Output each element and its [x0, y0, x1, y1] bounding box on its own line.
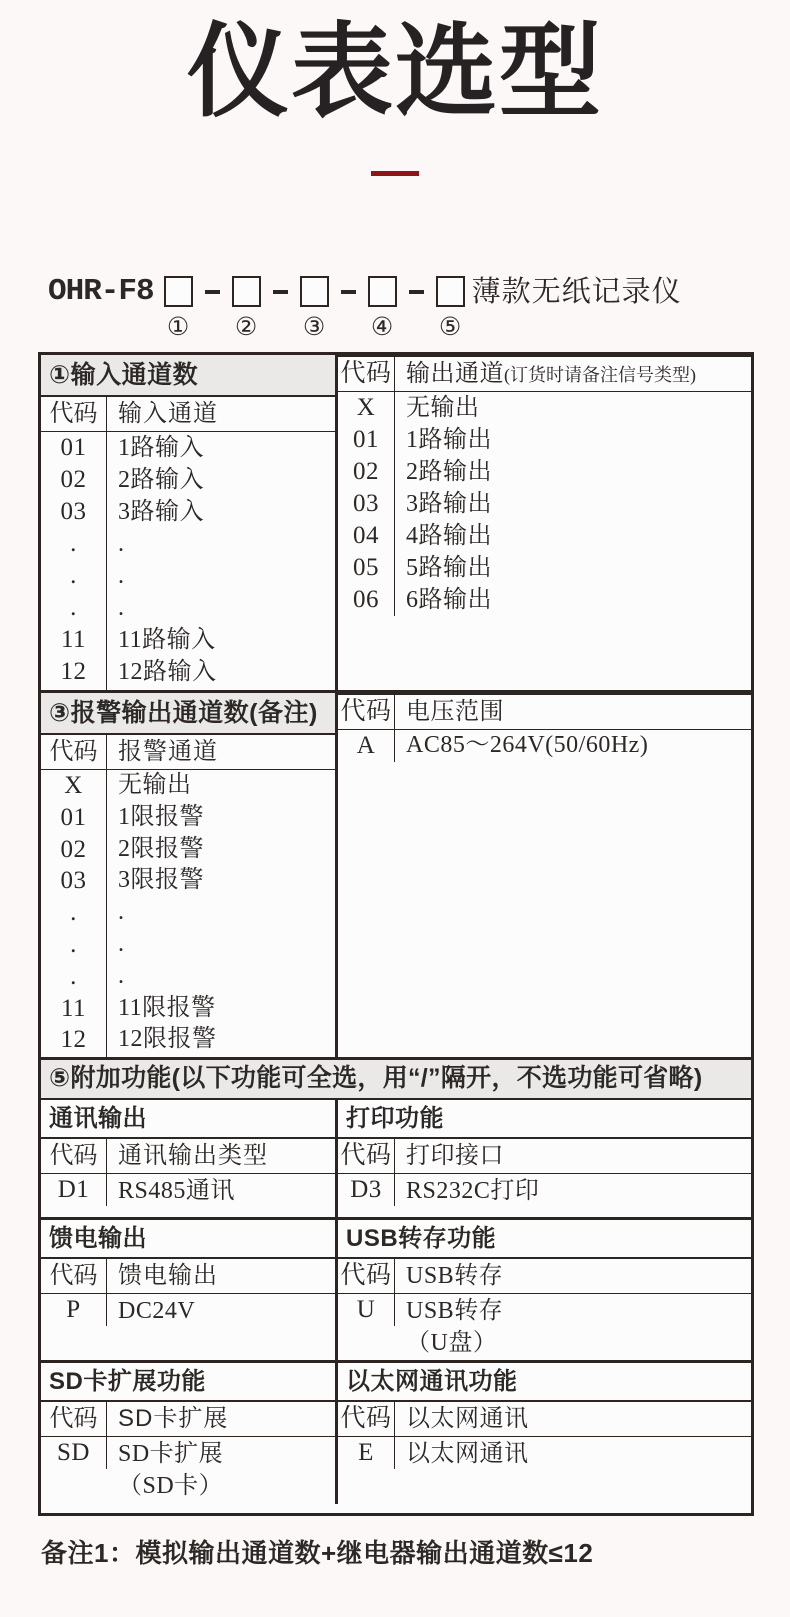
- code-cell: 03: [338, 488, 395, 520]
- subsection-title: 打印功能: [338, 1100, 751, 1140]
- section-title: ③报警输出通道数(备注): [41, 693, 335, 735]
- desc-column-header: 报警通道: [118, 738, 218, 765]
- code-column-header: 代码: [338, 1139, 395, 1173]
- table-row: [338, 1174, 751, 1207]
- desc-column-header: 打印接口: [406, 1143, 504, 1169]
- code-cell: 01: [338, 424, 395, 456]
- code-cell: .: [41, 897, 107, 929]
- code-cell: .: [41, 961, 107, 993]
- desc-cell: 12限报警: [118, 1026, 217, 1053]
- section-body: [41, 1174, 335, 1217]
- code-cell: E: [338, 1437, 395, 1469]
- section-body: [41, 1294, 335, 1360]
- table-row: [41, 592, 335, 624]
- desc-line: 以太网通讯: [406, 1441, 529, 1467]
- table-row: [41, 464, 335, 496]
- table-row: [338, 488, 751, 520]
- desc-cell: 1路输入: [118, 435, 204, 461]
- subsection-row-feed-usb: [41, 1217, 751, 1360]
- table-row: [338, 584, 751, 616]
- code-cell: .: [41, 592, 107, 624]
- code-cell: U: [338, 1294, 395, 1326]
- desc-column-label: 输出通道: [406, 361, 504, 387]
- code-column-header: 代码: [338, 1259, 395, 1293]
- column-header-row: [338, 1259, 751, 1294]
- model-marker-4: ④: [370, 314, 394, 341]
- table-row: [41, 1024, 335, 1056]
- subsection-usb-transfer: [338, 1220, 751, 1356]
- desc-cell: 12路输入: [118, 659, 217, 685]
- table-row: [338, 392, 751, 424]
- desc-cell: 无输出: [118, 772, 192, 798]
- table-row: [41, 834, 335, 866]
- model-marker-2: ②: [234, 314, 258, 341]
- code-column-header: 代码: [338, 1402, 395, 1436]
- model-slot-5: [436, 276, 465, 340]
- model-slot-2: [232, 276, 261, 340]
- code-cell: 06: [338, 584, 395, 616]
- desc-cell: 11限报警: [118, 994, 216, 1021]
- section-body: [338, 392, 751, 616]
- desc-cell: .: [118, 962, 125, 989]
- table-row: [338, 520, 751, 552]
- model-marker-1: ①: [166, 314, 190, 341]
- desc-cell: 11路输入: [118, 627, 216, 653]
- code-cell: D1: [41, 1174, 107, 1206]
- model-slot-3: [300, 276, 329, 340]
- column-header-row: [338, 1139, 751, 1174]
- section-body: [41, 770, 335, 1057]
- code-cell: 04: [338, 520, 395, 552]
- model-marker-3: ③: [302, 314, 326, 341]
- subsection-row-sd-ethernet: [41, 1360, 751, 1504]
- subsection-title: USB转存功能: [338, 1220, 751, 1260]
- code-cell: 01: [41, 432, 107, 464]
- subsection-title: 以太网通讯功能: [338, 1363, 751, 1403]
- subsection-print-function: [338, 1100, 751, 1204]
- code-cell: .: [41, 528, 107, 560]
- column-header-row: [41, 397, 335, 432]
- code-cell: 02: [41, 464, 107, 496]
- desc-cell: 5路输出: [406, 555, 492, 581]
- desc-column-header: 通讯输出类型: [118, 1142, 268, 1169]
- desc-cell: .: [118, 899, 125, 926]
- desc-cell: [395, 1437, 751, 1470]
- desc-cell: 4路输出: [406, 523, 492, 549]
- desc-cell: .: [118, 595, 125, 621]
- desc-cell: 3路输出: [406, 491, 492, 517]
- desc-cell: 6路输出: [406, 587, 492, 613]
- subsection-title: 馈电输出: [41, 1220, 335, 1260]
- title-accent-dash: [371, 171, 419, 176]
- column-header-row: [41, 735, 335, 770]
- model-dash-icon: [205, 290, 220, 294]
- model-slot-4: [368, 276, 397, 340]
- desc-cell: AC85～264V(50/60Hz): [406, 732, 649, 758]
- model-box-3: [300, 276, 329, 307]
- desc-cell: 无输出: [406, 395, 480, 421]
- model-prefix: OHR-F8: [48, 274, 154, 309]
- table-row: [41, 432, 335, 464]
- table-row: [338, 456, 751, 488]
- desc-column-header: SD卡扩展: [118, 1405, 229, 1432]
- subsection-comm-output: [41, 1100, 338, 1217]
- subsection-feed-output: [41, 1220, 338, 1360]
- desc-cell: .: [118, 531, 125, 557]
- column-header-row: [338, 357, 751, 392]
- column-header-row: [338, 695, 751, 730]
- section-power-supply: [338, 693, 751, 759]
- subsection-sd-card: [41, 1363, 338, 1504]
- model-dash-icon: [341, 290, 356, 294]
- code-cell: 12: [41, 1024, 107, 1056]
- page-title: 仪表选型: [187, 15, 603, 129]
- column-header-row: [41, 1402, 335, 1437]
- model-dash-icon: [409, 290, 424, 294]
- code-cell: A: [338, 730, 395, 762]
- table-row: [41, 770, 335, 802]
- code-cell: 11: [41, 624, 107, 656]
- code-column-header: 代码: [41, 397, 107, 431]
- desc-cell: [395, 1174, 751, 1207]
- desc-cell: 2限报警: [118, 835, 204, 862]
- table-row: [41, 528, 335, 560]
- code-cell: 03: [41, 865, 107, 897]
- section-body: [338, 1294, 751, 1359]
- section-extra-functions-title: ⑤附加功能(以下功能可全选，用“/”隔开，不选功能可省略): [41, 1057, 751, 1100]
- table-row: [41, 656, 335, 688]
- code-cell: X: [338, 392, 395, 424]
- desc-line: DC24V: [118, 1298, 196, 1324]
- desc-cell: 1路输出: [406, 427, 492, 453]
- desc-cell: [107, 1174, 335, 1207]
- desc-cell: 1限报警: [118, 803, 204, 830]
- desc-column-header: [395, 357, 751, 391]
- model-box-4: [368, 276, 397, 307]
- table-row: [41, 993, 335, 1025]
- section-body: [338, 730, 751, 762]
- code-cell: 05: [338, 552, 395, 584]
- code-cell: .: [41, 560, 107, 592]
- table-row: [338, 552, 751, 584]
- section-body: [41, 1437, 335, 1504]
- desc-column-header: 电压范围: [406, 699, 504, 725]
- desc-cell: .: [118, 563, 125, 589]
- section-alarm-outputs: [41, 693, 338, 1057]
- desc-column-header: 输入通道: [118, 400, 218, 427]
- desc-column-header: USB转存: [406, 1263, 504, 1289]
- desc-column-note: (订货时请备注信号类型): [504, 365, 696, 385]
- desc-cell: [107, 1437, 335, 1502]
- code-cell: 01: [41, 802, 107, 834]
- code-cell: 11: [41, 993, 107, 1025]
- code-column-header: 代码: [41, 1402, 107, 1436]
- code-column-header: 代码: [41, 1259, 107, 1293]
- section-row-3-4: [41, 690, 751, 1057]
- desc-line: RS232C打印: [406, 1178, 540, 1204]
- section-row-1-2: [41, 355, 751, 690]
- table-row: [41, 802, 335, 834]
- subsection-title: SD卡扩展功能: [41, 1363, 335, 1403]
- selection-table: [38, 352, 754, 1516]
- desc-line: SD卡扩展: [118, 1441, 224, 1467]
- model-box-1: [164, 276, 193, 307]
- code-column-header: 代码: [41, 1139, 107, 1173]
- table-row: [41, 897, 335, 929]
- subsection-ethernet: [338, 1363, 751, 1467]
- desc-column-header: 馈电输出: [118, 1262, 218, 1289]
- model-box-5: [436, 276, 465, 307]
- table-row: [41, 929, 335, 961]
- section-body: [338, 1174, 751, 1207]
- desc-cell: 3限报警: [118, 867, 204, 894]
- table-row: [41, 624, 335, 656]
- model-suffix: 薄款无纸记录仪: [471, 276, 682, 308]
- column-header-row: [41, 1139, 335, 1174]
- code-cell: X: [41, 770, 107, 802]
- table-row: [41, 1437, 335, 1504]
- model-slot-1: [164, 276, 193, 340]
- column-header-row: [41, 1259, 335, 1294]
- code-cell: 02: [338, 456, 395, 488]
- table-row: [338, 1437, 751, 1470]
- table-row: [338, 424, 751, 456]
- model-code-line: [48, 276, 682, 340]
- section-title: ①输入通道数: [41, 355, 335, 397]
- table-row: [41, 496, 335, 528]
- desc-cell: 2路输出: [406, 459, 492, 485]
- desc-cell: .: [118, 930, 125, 957]
- section-input-channels: [41, 355, 338, 690]
- code-column-header: 代码: [338, 357, 395, 391]
- table-row: [338, 1294, 751, 1359]
- section-body: [41, 432, 335, 690]
- code-cell: .: [41, 929, 107, 961]
- table-row: [41, 961, 335, 993]
- desc-cell: [107, 1294, 335, 1327]
- desc-line-2: （U盘）: [406, 1330, 498, 1356]
- table-row: [338, 730, 751, 762]
- code-cell: 02: [41, 834, 107, 866]
- code-cell: SD: [41, 1437, 107, 1469]
- code-cell: D3: [338, 1174, 395, 1206]
- desc-cell: 2路输入: [118, 467, 204, 493]
- code-cell: P: [41, 1294, 107, 1326]
- code-column-header: 代码: [41, 735, 107, 769]
- section-body: [338, 1437, 751, 1470]
- table-row: [41, 1294, 335, 1360]
- model-box-2: [232, 276, 261, 307]
- table-row: [41, 560, 335, 592]
- table-row: [41, 1174, 335, 1217]
- column-header-row: [338, 1402, 751, 1437]
- model-dash-icon: [273, 290, 288, 294]
- code-cell: 12: [41, 656, 107, 688]
- desc-cell: 3路输入: [118, 499, 204, 525]
- subsection-row-comm-print: [41, 1100, 751, 1217]
- footnote: 备注1：模拟输出通道数+继电器输出通道数≤12: [41, 1538, 594, 1568]
- desc-line: RS485通讯: [118, 1178, 235, 1204]
- code-column-header: 代码: [338, 695, 395, 729]
- code-cell: 03: [41, 496, 107, 528]
- desc-column-header: 以太网通讯: [406, 1406, 529, 1432]
- subsection-title: 通讯输出: [41, 1100, 335, 1140]
- table-row: [41, 865, 335, 897]
- model-marker-5: ⑤: [438, 314, 462, 341]
- desc-line: USB转存: [406, 1298, 504, 1324]
- desc-cell: [395, 1294, 751, 1359]
- section-transmit-outputs: [338, 355, 751, 613]
- desc-line-2: （SD卡）: [118, 1473, 224, 1499]
